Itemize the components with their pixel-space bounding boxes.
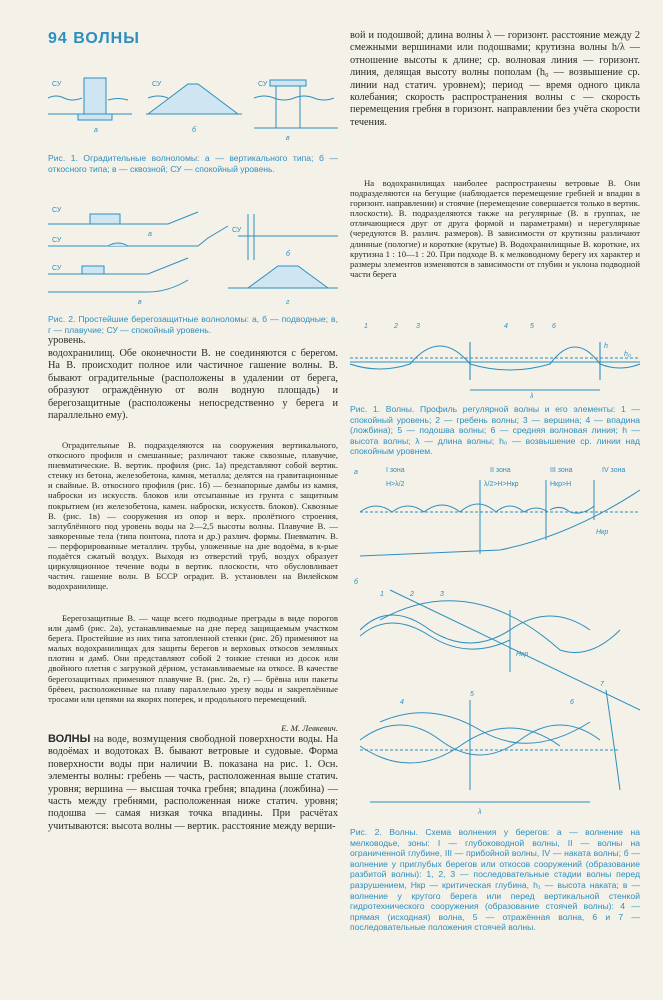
left-column-paragraph-2: Оградительные В. подразделяются на сооружения вертикального, откосного профиля и смешанные; различают также сквозные, плавучие, пневматические. В. вертик. профиля (рис. 1а) представляют собой вертик. стенку из бетона, железобетона, камня, металла; делятся на гравитационные и свайные. В. откосного профиля (рис. 1б) — безнапорные дамбы из камня, наброски из искусств. блоков или отсыпанные из грунта с защитным покрытием (из железобетона, камен. наброски, искусств. блоков). Сквозные В. (рис. 1в) — сооружения из опор и верх. пролётного строения, заглублённого под уровень воды на 2—2,5 высоты волны. Плавучие В. — заякоренные тела (типа понтона, плота и др.) различ. формы. Пневматич. В. — перфорированные металлич. трубы, уложенные на дне водоёма, в к-рые подаётся сжатый воздух. Выходя из отверстий труб, воздух образует циркуляционное течение воды в вертик. плоскости, что обусловливает частич. гашение волн. В БССР оградит. В. установлен на Вилейском водохранилище. bbox=[48, 440, 338, 592]
zone-2: II зона bbox=[490, 467, 511, 474]
label-su-4: СУ bbox=[232, 227, 242, 234]
label-2: 2 bbox=[394, 323, 398, 330]
label-d: г bbox=[286, 299, 290, 306]
breakwaters-drawing bbox=[48, 64, 340, 144]
label-3: 3 bbox=[416, 323, 420, 330]
shore-waves-drawing bbox=[350, 460, 642, 822]
label-su-2: СУ bbox=[52, 237, 62, 244]
label-a: а bbox=[354, 469, 358, 476]
caption-wave-profile: Рис. 1. Волны. Профиль регулярной волны и его элементы: 1 — спокойный уровень; 2 — гребень волны; 3 — вершина; 4 — впадина (ложбина); 5 — подошва волны; 6 — средняя волновая линия; h — высота волны; λ — длина волны; h₀ — возвышение ср. линии над спокойным уровнем. bbox=[350, 404, 640, 457]
right-column-paragraph-1: вой и подошвой; длина волны λ — горизонт. расстояние между 2 смежными вершинами или подошвами; крутизна волны h/λ — отношение высоты к длине; ср. волновая линия — горизонт. линия, делящая высоту волны пополам (h₀ — возвышение ср. линии над статич. уровнем); период — время одного цикла колебания; скорость распространения волны c — скорость перемещения гребня в горизонт. направлении без учёта скорости течения. bbox=[350, 30, 640, 128]
wave-profile-drawing bbox=[350, 318, 642, 400]
label-5: 5 bbox=[530, 323, 534, 330]
label-4: 4 bbox=[504, 323, 508, 330]
zone-3: III зона bbox=[550, 467, 573, 474]
depth-2: λ/2>H>Hкр bbox=[484, 481, 519, 488]
label-h0: h₀ bbox=[624, 351, 631, 358]
left-column-paragraph-4 bbox=[48, 733, 338, 833]
label-su-c: СУ bbox=[258, 81, 268, 88]
headword: ВОЛНЫ bbox=[48, 733, 91, 745]
figure-shore-protection bbox=[48, 196, 340, 308]
zone-4: IV зона bbox=[602, 467, 626, 474]
label-hkr-2: Hкр bbox=[596, 529, 609, 536]
label-h: h bbox=[604, 343, 608, 350]
zone-1: I зона bbox=[386, 467, 405, 474]
label-b: б bbox=[192, 127, 196, 134]
depth-3: Hкр>H bbox=[550, 481, 572, 488]
figure-wave-profile bbox=[350, 318, 642, 400]
page-header bbox=[48, 30, 140, 48]
stage-1: 1 bbox=[380, 591, 384, 598]
shore-protection-drawing bbox=[48, 196, 340, 308]
page-title: ВОЛНЫ bbox=[73, 30, 140, 47]
left-column-paragraph-3: Берегозащитные В. — чаще всего подводные преграды в виде порогов или дамб (рис. 2а), устанавливаемые на дне перед защищаемым участком берега. Простейшие из них типа затопленной стенки (рис. 2б) применяют на малых водохранилищах для защиты берегов и верховых откосов земляных плотин и дамб. Они представляют собой 2 тонкие стенки из досок или двойного плетня с загрузкой дёрном, устанавливаемые на откосе. В качестве берегозащитных применяют плавучие В. (рис. 2в, г) — брёвна или пакеты брёвен, расположенные на плаву параллельно урезу воды и закреплённые тросами или цепями на якорях поперек, и продольного перемещений. bbox=[48, 613, 338, 704]
label-su-b: СУ bbox=[152, 81, 162, 88]
caption-shore-protection: Рис. 2. Простейшие берегозащитные волноломы: а, б — подводные; в, г — плавучие; СУ — спокойный уровень. bbox=[48, 314, 338, 335]
stage-2: 2 bbox=[410, 591, 414, 598]
label-a: а bbox=[94, 127, 98, 134]
right-column-paragraph-2: На водохранилищах наиболее распространены ветровые В. Они подразделяются на бегущие (наблюдается перемещение гребней и впадин в горизонт. направлении) и стоячие (перемещение совершается только в вертик. плоскости). В. подразделяются также на регулярные (В. в группах, не отличающиеся друг от друга формой и параметрами) и нерегулярные (чередуются В. различ. размеров). В зависимости от крутизны различают длинные (пологие) и короткие (крутые) В. Водохранилищные В. короткие, их крутизна 1 : 10—1 : 20. При подходе В. к мелководному берегу их характер и размеры элементов изменяются в зависимости от глубин и уклона подводной части берега bbox=[350, 178, 640, 279]
article-author: Е. М. Левкевич. bbox=[281, 723, 338, 733]
label-su-a: СУ bbox=[52, 81, 62, 88]
left-column-paragraph-1: водохранилищ. Обе оконечности В. не соединяются с берегом. На В. происходит полное или частичное гашение волны. В. бывают оградительные (расположены в удалении от берега, образуют ограждённую от волн водную площадь) и берегозащитные (расположены непосредственно у берега и параллельно ему). bbox=[48, 348, 338, 422]
depth-1: H>λ/2 bbox=[386, 481, 405, 488]
label-c: в bbox=[286, 135, 290, 142]
headword-definition: на воде, возмущения свободной поверхности воды. На водоёмах и водотоках В. бывают ветровые и судовые. Форма поверхности воды при наличии В. показана на рис. 1. Осн. элементы волны: гребень — часть, расположенная выше статич. уровня; вершина — высшая точка гребня; впадина (ложбина) — часть между гребнями, расположенная ниже статич. уровня; подошва — самая низкая точка впадины. При расчётах учитываются: высота волны — вертик. расстояние между верши- bbox=[48, 734, 338, 832]
label-lambda: λ bbox=[530, 393, 534, 400]
caption-shore-waves: Рис. 2. Волны. Схема волнения у берегов: а — волнение на мелководье, зоны: I — глубоководной волны, II — волны на ограниченной глубине, III — прибойной волны, IV — наката волны; б — волнение у приглубых берегов или откосов сооружений (образование разбитой волны): 1, 2, 3 — последовательные стадии волны перед разрушением, Hкр — критическая глубина, h₁ — высота наката; в — волнение у крутого берега или перед вертикальной стенкой гидротехнического сооружения (образование стоячей волны): 4 — прямая (исходная) волна, 5 — отражённая волна, 6 и 7 — последовательные положения стоячей волны. bbox=[350, 827, 640, 933]
stage-3: 3 bbox=[440, 591, 444, 598]
label-su-3: СУ bbox=[52, 265, 62, 272]
caption-breakwaters: Рис. 1. Оградительные волноломы: а — вертикального типа; б — откосного типа; в — сквозной; СУ — спокойный уровень. bbox=[48, 153, 338, 174]
stage-6: 6 bbox=[570, 699, 574, 706]
label-6: 6 bbox=[552, 323, 556, 330]
label-hkr-1: Hкр bbox=[516, 651, 529, 658]
label-lambda: λ bbox=[478, 809, 482, 816]
label-b: б bbox=[286, 251, 290, 258]
figure-breakwaters bbox=[48, 64, 340, 144]
stage-4: 4 bbox=[400, 699, 404, 706]
label-a: а bbox=[148, 231, 152, 238]
stage-7: 7 bbox=[600, 681, 604, 688]
label-1: 1 bbox=[364, 323, 368, 330]
left-column-top: уровень. bbox=[48, 335, 86, 346]
label-c: в bbox=[138, 299, 142, 306]
figure-shore-waves bbox=[350, 460, 642, 822]
page-number: 94 bbox=[48, 30, 68, 47]
label-su-1: СУ bbox=[52, 207, 62, 214]
label-b: б bbox=[354, 579, 358, 586]
stage-5: 5 bbox=[470, 691, 474, 698]
